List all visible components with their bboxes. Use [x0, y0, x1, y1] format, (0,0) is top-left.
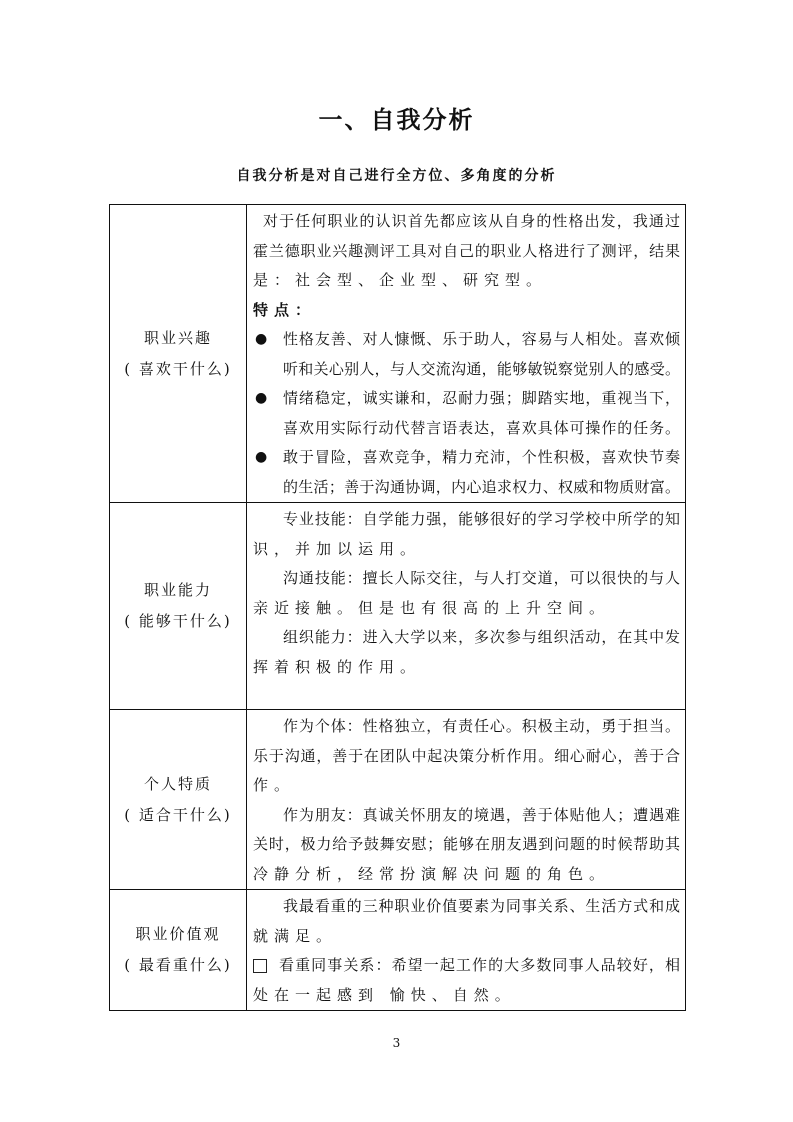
text-line: 作为个体：性格独立，有责任心。积极主动，勇于担当。	[283, 717, 680, 735]
table-row-career-values	[110, 890, 686, 1011]
row-content-cell	[247, 503, 686, 710]
text-line: 组织能力：进入大学以来，多次参与组织活动，在其中发	[283, 628, 680, 646]
text-line: 挥着积极的作用。	[253, 657, 422, 676]
text-line: 就满足。	[253, 926, 338, 945]
text-line: 是：社会型、企业型、研究型。	[253, 271, 548, 289]
bullet-item	[253, 325, 680, 355]
row-label-cell	[110, 205, 247, 503]
text-line: 听和关心别人，与人交流沟通，能够敏锐察觉别人的感受。	[283, 359, 680, 378]
text-line: 我最看重的三种职业价值要素为同事关系、生活方式和成	[283, 897, 680, 915]
row-label: 职业兴趣	[143, 328, 212, 347]
features-heading: 特点：	[253, 300, 317, 319]
text-line: 对于任何职业的认识首先都应该从自身的性格出发，我通过	[263, 212, 680, 230]
page-title: 一、自我分析	[318, 105, 475, 134]
self-analysis-table	[109, 204, 686, 1011]
text-line: 情绪稳定，诚实谦和，忍耐力强；脚踏实地，重视当下，	[283, 389, 680, 407]
text-line: 喜欢用实际行动代替言语表达，喜欢具体可操作的任务。	[283, 418, 680, 437]
text-line: 的生活；善于沟通协调，内心追求权力、权威和物质财富。	[283, 477, 680, 496]
text-line: 亲近接触。但是也有很高的上升空间。	[253, 598, 611, 617]
text-line: 看重同事关系：希望一起工作的大多数同事人品较好，相	[279, 956, 680, 974]
checkbox-item	[253, 951, 680, 981]
row-label: 个人特质	[143, 774, 212, 793]
row-sublabel: ( 能够干什么)	[124, 612, 232, 630]
text-line: 作为朋友：真诚关怀朋友的境遇，善于体贴他人；遭遇难	[283, 805, 680, 824]
row-content-cell	[247, 890, 686, 1011]
text-line: 敢于冒险，喜欢竞争，精力充沛，个性积极，喜欢快节奏	[283, 448, 680, 466]
table-row-career-ability	[110, 503, 686, 710]
bullet-icon: ●	[255, 390, 268, 406]
row-sublabel: ( 喜欢干什么)	[124, 359, 232, 378]
row-label: 职业价值观	[135, 925, 221, 943]
text-line: 专业技能：自学能力强，能够很好的学习学校中所学的知	[283, 510, 680, 528]
text-line: 关时，极力给予鼓舞安慰；能够在朋友遇到问题的时候帮助其	[253, 835, 680, 853]
bullet-icon: ●	[255, 449, 268, 465]
table-row-career-interest	[110, 205, 686, 503]
text-line: 霍兰德职业兴趣测评工具对自己的职业人格进行了测评，结果	[253, 241, 680, 260]
text-line: 性格友善、对人慷慨、乐于助人，容易与人相处。喜欢倾	[283, 330, 680, 348]
bullet-item	[253, 384, 680, 414]
page-number: 3	[392, 1036, 401, 1050]
row-label-cell	[110, 710, 247, 890]
row-content-cell	[247, 205, 686, 503]
text-line: 作。	[253, 776, 296, 794]
bullet-icon: ●	[255, 331, 268, 347]
text-line: 沟通技能：擅长人际交往，与人打交道，可以很快的与人	[283, 569, 680, 587]
row-content-cell	[247, 710, 686, 890]
row-sublabel: ( 适合干什么)	[124, 805, 232, 824]
page-subtitle: 自我分析是对自己进行全方位、多角度的分析	[236, 168, 557, 184]
row-label: 职业能力	[143, 581, 212, 599]
text-line: 冷静分析，经常扮演解决问题的角色。	[253, 864, 611, 883]
row-sublabel: ( 最看重什么)	[124, 956, 232, 974]
row-label-cell	[110, 890, 247, 1011]
text-line: 识，并加以运用。	[253, 539, 422, 558]
row-label-cell	[110, 503, 247, 710]
text-line: 处在一起感到 愉快、自然。	[253, 985, 516, 1004]
checkbox-icon	[253, 959, 267, 973]
text-line: 乐于沟通，善于在团队中起决策分析作用。细心耐心，善于合	[253, 746, 680, 765]
table-row-personal-traits	[110, 710, 686, 890]
bullet-item	[253, 443, 680, 473]
